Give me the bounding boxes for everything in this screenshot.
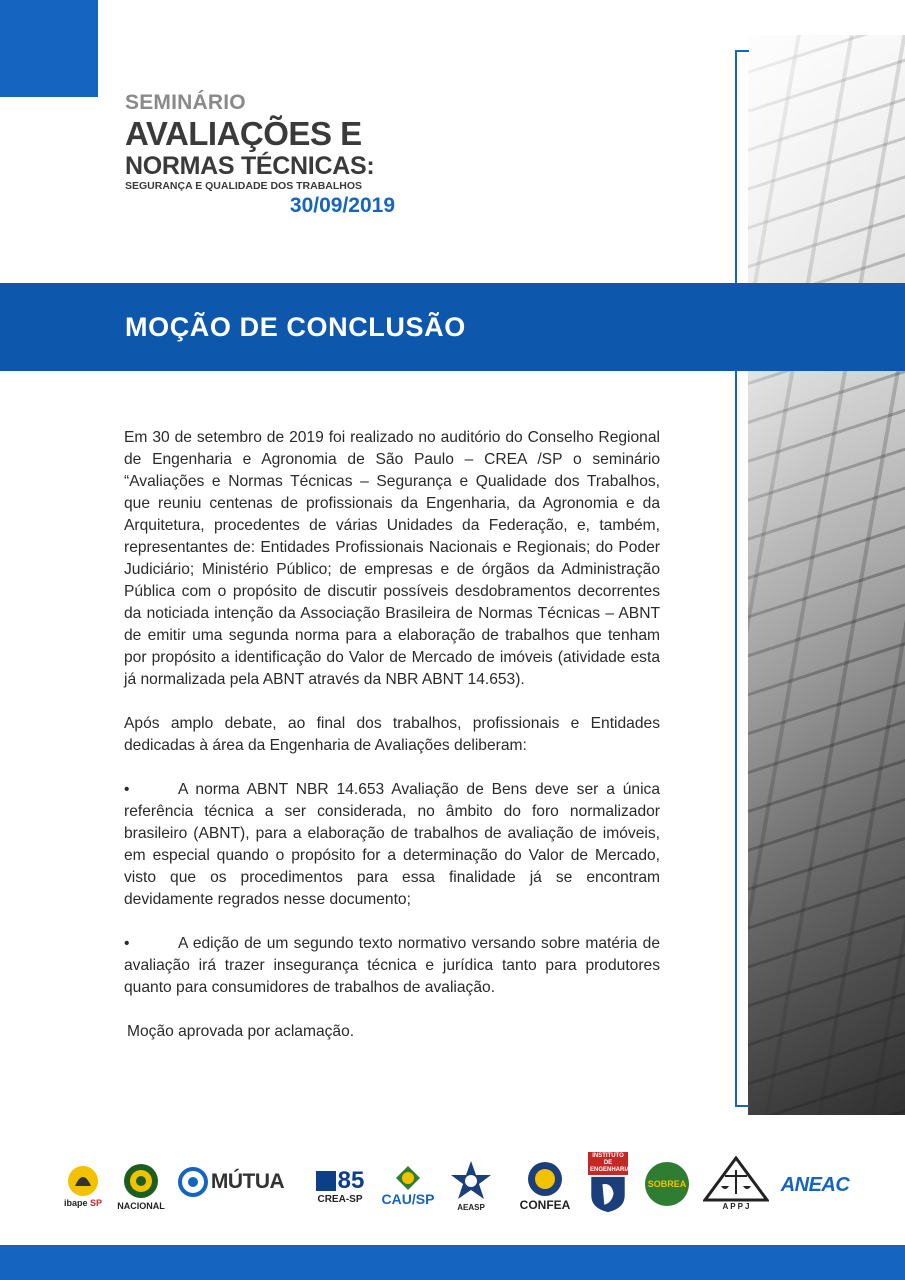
logo-appj-label: A P P J xyxy=(722,1202,750,1211)
logo-aeasp-label: AEASP xyxy=(457,1203,485,1212)
logo-ibape-nacional-label: NACIONAL xyxy=(117,1201,165,1211)
sobrea-badge-icon xyxy=(645,1162,689,1206)
bullet-item-1 xyxy=(124,779,660,911)
motion-title: MOÇÃO DE CONCLUSÃO xyxy=(125,312,466,342)
paragraph-closing: Moção aprovada por aclamação. xyxy=(127,1023,355,1040)
partner-logos xyxy=(55,1150,855,1220)
footer-bar xyxy=(0,1245,905,1280)
bullet-dot: • xyxy=(124,935,130,952)
logo-ibape-sp xyxy=(58,1158,108,1214)
paragraph-intro: Em 30 de setembro de 2019 foi realizado no auditório do Conselho Regional de Engenharia e Agronomia de São Paulo – CREA /SP o seminário “Avaliações e Normas Técnicas – Segurança e Qualidade dos Trabalhos, que reuniu centenas de profissionais da Engenharia, da Agronomia e da Arquitetura, procedentes de várias Unidades da Federação, e, também, representantes de: Entidades Profissionais Nacionais e Regionais; do Poder Judiciário; Ministério Público; de empresas e de órgãos da Administração Pública com o propósito de discutir possíveis desdobramentos decorrentes da noticiada intenção da Associação Brasileira de Normas Técnicas – ABNT de emitir uma segunda norma para a elaboração de trabalhos que tenham por propósito a identificação do Valor de Mercado de imóveis (atividade esta já normalizada pela ABNT através da NBR ABNT 14.653). xyxy=(124,429,660,688)
instituto-shield-icon xyxy=(588,1175,628,1214)
ibape-nacional-seal-icon xyxy=(123,1161,159,1201)
logo-aeasp xyxy=(445,1154,497,1218)
logo-aneac-label: ANEAC xyxy=(780,1173,850,1196)
logo-instituto-engenharia xyxy=(585,1152,631,1214)
logo-sobrea-label: SOBREA xyxy=(647,1179,687,1189)
brasil-coat-of-arms-icon xyxy=(395,1165,421,1191)
logo-aneac xyxy=(777,1170,853,1200)
seminar-title-line2: NORMAS TÉCNICAS: xyxy=(125,152,375,180)
logo-appj xyxy=(700,1152,772,1216)
logo-ibape-nacional xyxy=(117,1156,165,1216)
mutua-emblem-icon xyxy=(178,1167,208,1197)
crea-square-icon xyxy=(316,1171,336,1191)
bullet-text-1: A norma ABNT NBR 14.653 Avaliação de Bens deve ser a única referência técnica a ser considerada, no âmbito do foro normalizador brasileiro (ABNT), para a elaboração de trabalhos de avaliação de imóveis, em especial quando o propósito for a determinação do Valor de Mercado, visto que os procedimentos para essa finalidade já se encontram devidamente regrados nesse documento; xyxy=(124,781,660,908)
logo-mutua xyxy=(175,1162,287,1202)
logo-instituto-line1: INSTITUTO DE xyxy=(592,1153,624,1166)
confea-seal-icon xyxy=(526,1160,564,1198)
seminar-date: 30/09/2019 xyxy=(289,194,395,217)
paragraph-debate: Após amplo debate, ao final dos trabalhos, profissionais e Entidades dedicadas à área da Engenharia de Avaliações deliberam: xyxy=(124,715,660,754)
bullet-text-2: A edição de um segundo texto normativo versando sobre matéria de avaliação irá trazer insegurança técnica e jurídica tanto para produtores quanto para consumidores de trabalhos de avaliação. xyxy=(124,935,660,996)
logo-sobrea xyxy=(643,1160,691,1208)
logo-mutua-label: MÚTUA xyxy=(210,1170,285,1193)
logo-cau-label: CAU/SP xyxy=(381,1191,435,1207)
photo-bracket-line xyxy=(735,50,749,1107)
logo-confea xyxy=(515,1156,575,1216)
logo-confea-label: CONFEA xyxy=(519,1198,571,1212)
building-photo-shade xyxy=(748,35,905,1115)
logo-crea-number: 85 xyxy=(337,1167,365,1194)
aeasp-star-icon xyxy=(449,1159,493,1203)
logo-crea-label: CREA-SP xyxy=(317,1194,363,1205)
logo-cau-sp xyxy=(377,1158,439,1214)
seminar-title-line1: AVALIAÇÕES E xyxy=(125,115,362,152)
motion-body xyxy=(124,427,660,1065)
logo-instituto-line2: ENGENHARIA xyxy=(590,1167,631,1173)
seminar-subtitle: SEGURANÇA E QUALIDADE DOS TRABALHOS xyxy=(125,180,363,192)
ibape-seal-icon xyxy=(65,1164,101,1198)
corner-accent-square xyxy=(0,0,98,97)
building-photo xyxy=(748,35,905,1115)
bullet-item-2 xyxy=(124,933,660,999)
appj-triangle-scales-icon xyxy=(703,1156,769,1202)
bullet-dot: • xyxy=(124,781,130,798)
seminar-kicker: SEMINÁRIO xyxy=(125,91,246,114)
logo-ibape-suffix: SP xyxy=(90,1198,103,1208)
logo-ibape-text: ibape xyxy=(63,1198,88,1208)
seminar-header xyxy=(125,90,415,219)
logo-crea-sp xyxy=(311,1158,369,1214)
